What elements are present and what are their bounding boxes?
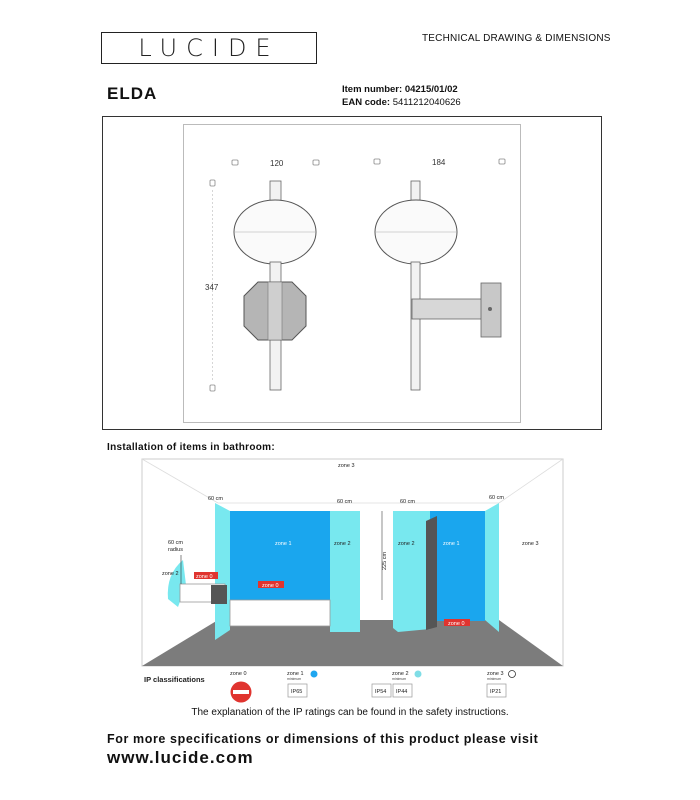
- ip-zone1-label: zone 1: [287, 671, 304, 677]
- more-info-text: For more specifications or dimensions of this product please visit: [107, 732, 539, 746]
- cm60-right-label: 60 cm: [489, 495, 504, 501]
- cm60-left-label: 60 cm: [208, 496, 223, 502]
- cm60-mid1-label: 60 cm: [337, 499, 352, 505]
- zone2-bath-side: [330, 511, 360, 632]
- zone1-shower: [430, 511, 485, 621]
- ip21-label: IP21: [490, 689, 502, 695]
- height-label: 347: [205, 283, 219, 292]
- ip-explanation-note: The explanation of the IP ratings can be found in the safety instructions.: [191, 707, 509, 718]
- zone1-left-label: zone 1: [275, 541, 292, 547]
- zone3-top-label: zone 3: [338, 463, 355, 469]
- washbasin-cabinet: [211, 585, 227, 604]
- ip54-label: IP54: [375, 689, 387, 695]
- website-link[interactable]: www.lucide.com: [107, 748, 254, 767]
- item-number: 04215/01/02: [404, 84, 458, 95]
- ip44-label: IP44: [396, 689, 408, 695]
- ip65-label: IP65: [291, 689, 303, 695]
- document-type: TECHNICAL DRAWING & DIMENSIONS: [422, 33, 611, 44]
- item-number-label: Item number:: [342, 84, 403, 95]
- ean-code: 5411212040626: [392, 97, 461, 108]
- zone2-color-dot: [415, 671, 422, 678]
- ip-classifications: [144, 671, 516, 703]
- ip-zone2-label: zone 2: [392, 671, 409, 677]
- ean-label: EAN code:: [342, 97, 391, 108]
- shower-screen: [426, 516, 437, 630]
- zone0-sink-label: zone 0: [196, 574, 213, 580]
- zone2-left-band: [215, 503, 230, 640]
- zone1-right-label: zone 1: [443, 541, 460, 547]
- no-entry-icon: [231, 682, 252, 703]
- radius-label-1: 60 cm: [168, 540, 183, 546]
- ip-zone2-sub: minimum: [392, 677, 407, 681]
- zone2-left-label: zone 2: [334, 541, 351, 547]
- width-side-label: 184: [432, 158, 446, 167]
- ip-zone3-sub: minimum: [487, 677, 502, 681]
- zone0-shower-label: zone 0: [448, 621, 465, 627]
- height-cm-label: 225 cm: [382, 551, 388, 570]
- zone2-sink-label: zone 2: [162, 571, 179, 577]
- zone3-color-dot: [509, 671, 516, 678]
- brand-logo: LUCIDE: [101, 32, 317, 64]
- width-front-label: 120: [270, 159, 284, 168]
- ip-zone3-label: zone 3: [487, 671, 504, 677]
- zone1-color-dot: [311, 671, 318, 678]
- zone3-right-label: zone 3: [522, 541, 539, 547]
- bathtub: [230, 600, 330, 626]
- product-name: ELDA: [107, 84, 158, 103]
- cm60-mid2-label: 60 cm: [400, 499, 415, 505]
- zone2-right-band: [485, 503, 499, 632]
- radius-label-2: radius: [168, 547, 183, 553]
- ip-title: IP classifications: [144, 675, 205, 684]
- zone2-shower-side: [393, 511, 430, 632]
- bathroom-heading: Installation of items in bathroom:: [107, 442, 275, 453]
- zone2-mid-label: zone 2: [398, 541, 415, 547]
- zone0-bath-label: zone 0: [262, 583, 279, 589]
- ip-zone0-label: zone 0: [230, 671, 247, 677]
- ip-zone1-sub: minimum: [287, 677, 302, 681]
